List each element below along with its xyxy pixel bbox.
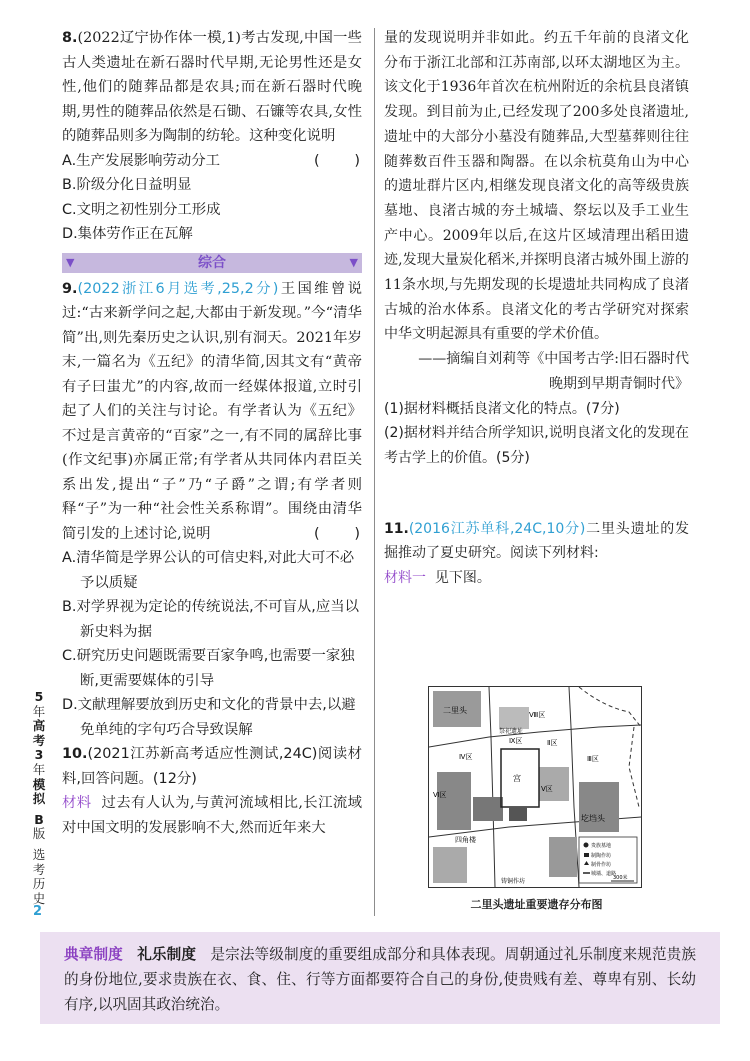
map-label: 二里头 — [443, 706, 467, 715]
sidebar-char: 考 — [32, 732, 46, 748]
question-10-material — [62, 791, 362, 840]
question-9-options — [62, 546, 362, 742]
left-column — [62, 26, 362, 840]
map-label: 制骨作坊 — [591, 862, 612, 868]
question-10-number: 10. — [62, 746, 88, 762]
section-banner-label: 综合 — [198, 254, 226, 271]
attribution-line-2: 晚期到早期青铜时代》 — [549, 375, 689, 392]
legend-square — [584, 853, 589, 857]
column-divider — [374, 28, 375, 916]
option: A.清华简是学界公认的可信史料,对此大可不必予以质疑 — [62, 550, 355, 591]
map-label: Ⅳ区 — [459, 753, 473, 761]
map-label: 制陶作坊 — [591, 853, 612, 859]
sub-question-2: (2)据材料并结合所学知识,说明良渚文化的发现在考古学上的价值。(5分) — [384, 425, 689, 466]
question-11-text: 二里头遗址的发掘推动了夏史研究。阅读下列材料: — [384, 520, 690, 562]
sidebar-char: 拟 — [32, 791, 46, 807]
sidebar-char: 高 — [32, 718, 46, 734]
option: B.阶级分化日益明显 — [62, 177, 192, 193]
material-text: 过去有人认为,与黄河流域相比,长江流域对中国文明的发展影响不大,然而近年来大 — [62, 795, 362, 836]
workshop-block — [509, 807, 527, 821]
map-label: Ⅲ区 — [587, 755, 599, 763]
question-8-number: 8. — [62, 30, 78, 46]
map-label: 祭祀遗址 — [499, 728, 524, 735]
footer-tag: 典章制度 — [64, 946, 123, 963]
map-label: 四角楼 — [455, 836, 476, 844]
map-label: 300米 — [613, 875, 628, 881]
map-label: Ⅱ区 — [547, 739, 558, 747]
option: D.文献理解要放到历史和文化的背景中去,以避免单纯的字句巧合导致误解 — [62, 697, 356, 738]
sidebar-char: 年 — [32, 761, 46, 777]
option: C.文明之初性别分工形成 — [62, 201, 221, 218]
site-map — [428, 686, 642, 888]
question-10 — [62, 742, 362, 791]
map-label: 铸铜作坊 — [501, 878, 526, 885]
page-number: 2 — [33, 904, 43, 919]
map-label: Ⅸ区 — [509, 737, 523, 745]
map-caption: 二里头遗址重要遗存分布图 — [470, 898, 603, 911]
map-label: 圪垱头 — [581, 814, 605, 823]
village-block — [539, 767, 569, 801]
answer-blank: ( ) — [313, 525, 362, 542]
sidebar-char: 考 — [32, 861, 46, 877]
question-11-material — [384, 566, 689, 591]
option: B.对学界视为定论的传统说法,不可盲从,应当以新史料为据 — [62, 599, 360, 640]
sidebar-char: B — [34, 811, 44, 827]
triangle-left-icon: ▼ — [66, 255, 75, 269]
sidebar-char: 历 — [32, 876, 46, 892]
sidebar-char: 3 — [34, 747, 44, 763]
map-label: 城墙、道路 — [591, 871, 617, 877]
map-label: Ⅴ区 — [541, 785, 553, 793]
triangle-right-icon: ▼ — [349, 255, 358, 269]
option: C.研究历史问题既需要百家争鸣,也需要一家独断,更需要媒体的引导 — [62, 648, 355, 689]
village-block — [499, 707, 529, 729]
question-9 — [62, 277, 362, 547]
question-9-number: 9. — [62, 280, 78, 297]
map-label: Ⅵ区 — [433, 791, 447, 799]
right-column — [384, 26, 689, 591]
attribution-line-1: ——摘编自刘莉等《中国考古学:旧石器时代 — [418, 351, 689, 368]
option: D.集体劳作正在瓦解 — [62, 226, 193, 242]
question-9-source: (2022浙江6月选考,25,2分) — [77, 280, 279, 297]
question-8-text: (2022辽宁协作体一模,1)考古发现,中国一些古人类遗址在新石器时代早期,无论男性还是女性,他们的随葬品都是农具;而在新石器时代晚期,男性的随葬品依然是石锄、石镰等农具,女性的随葬品则多为陶制的纺轮。这种变化说明 — [62, 30, 362, 144]
sidebar-char: 模 — [32, 776, 46, 792]
village-block — [433, 847, 467, 883]
sub-question-1: (1)据材料概括良渚文化的特点。(7分) — [384, 400, 620, 417]
legend-dot — [584, 843, 589, 848]
question-11-source: (2016江苏单科,24C,10分) — [408, 520, 586, 537]
sidebar-char: 年 — [32, 703, 46, 719]
option: A.生产发展影响劳动分工 — [62, 152, 221, 169]
material-continuation: 量的发现说明并非如此。约五千年前的良渚文化分布于浙江北部和江苏南部,以环太湖地区为主。该文化于1936年首次在杭州附近的余杭县良渚镇发现。到目前为止,已经发现了200多处良渚遗址,遗址中的大部分小墓没有随葬品,大型墓葬则往往随葬数百件玉器和陶器。在以余杭莫角山为中心的遗址群片区内,相继发现良渚文化的高等级贵族墓地、良渚古城的夯土城墙、祭坛以及手工业生产中心。2009年以后,在这片区域清理出稻田遗迹,发现大量炭化稻米,并探明良渚古城外围上游的11条水坝,与先期发现的长堤遗址共同构成了良渚古城的治水体系。良渚文化的考古学研究对探索中华文明起源具有重要的学术价值。 — [384, 30, 689, 343]
footer-note — [40, 932, 720, 1024]
material-label: 材料 — [62, 795, 92, 811]
answer-blank: ( ) — [313, 152, 362, 169]
book-sidebar-label — [30, 690, 48, 906]
question-9-text: 王国维曾说过:“古来新学问之起,大都由于新发现。”今“清华简”出,则先秦历史之认识,别有洞天。2021年岁末,一篇名为《五纪》的清华简,因其文有“黄帝有子曰蚩尤”的内容,故而一经媒体报道,立时引起了人们的关注与讨论。有学者认为《五纪》不过是言黄帝的“百家”之一,有不同的属辞比事(作文纪事)亦属正常;有学者从共同体内君臣关系出发,提出“子”乃“子爵”之谓;有学者则释“子”为一种“社会性关系称谓”。围绕由清华简引发的上述讨论,说明 — [62, 280, 362, 542]
question-11 — [384, 517, 689, 566]
site-map-drawing — [429, 687, 641, 887]
sidebar-char: 版 — [32, 826, 46, 842]
footer-title: 礼乐制度 — [137, 946, 197, 963]
map-label: 宫 — [513, 774, 521, 783]
footer-text: 是宗法等级制度的重要组成部分和具体表现。周朝通过礼乐制度来规范贵族的身份地位,要求贵族在衣、食、住、行等方面都要符合自己的身份,使贵贱有差、尊卑有别、长幼有序,以巩固其政治统治。 — [64, 946, 696, 1013]
sidebar-char: 选 — [32, 846, 46, 862]
question-11-number: 11. — [384, 520, 409, 537]
village-block — [437, 772, 471, 830]
map-label: Ⅷ区 — [529, 711, 546, 719]
section-banner — [62, 253, 362, 273]
village-block — [473, 797, 503, 821]
sidebar-char: 5 — [34, 689, 44, 704]
question-10-text: (2021江苏新高考适应性测试,24C)阅读材料,回答问题。(12分) — [62, 746, 362, 787]
sidebar-char: 史 — [32, 890, 46, 906]
material-label: 材料一 — [384, 570, 426, 587]
village-block — [579, 782, 619, 832]
map-label: 贵族墓地 — [591, 843, 612, 849]
material-text: 见下图。 — [434, 570, 491, 587]
village-block — [549, 837, 577, 877]
